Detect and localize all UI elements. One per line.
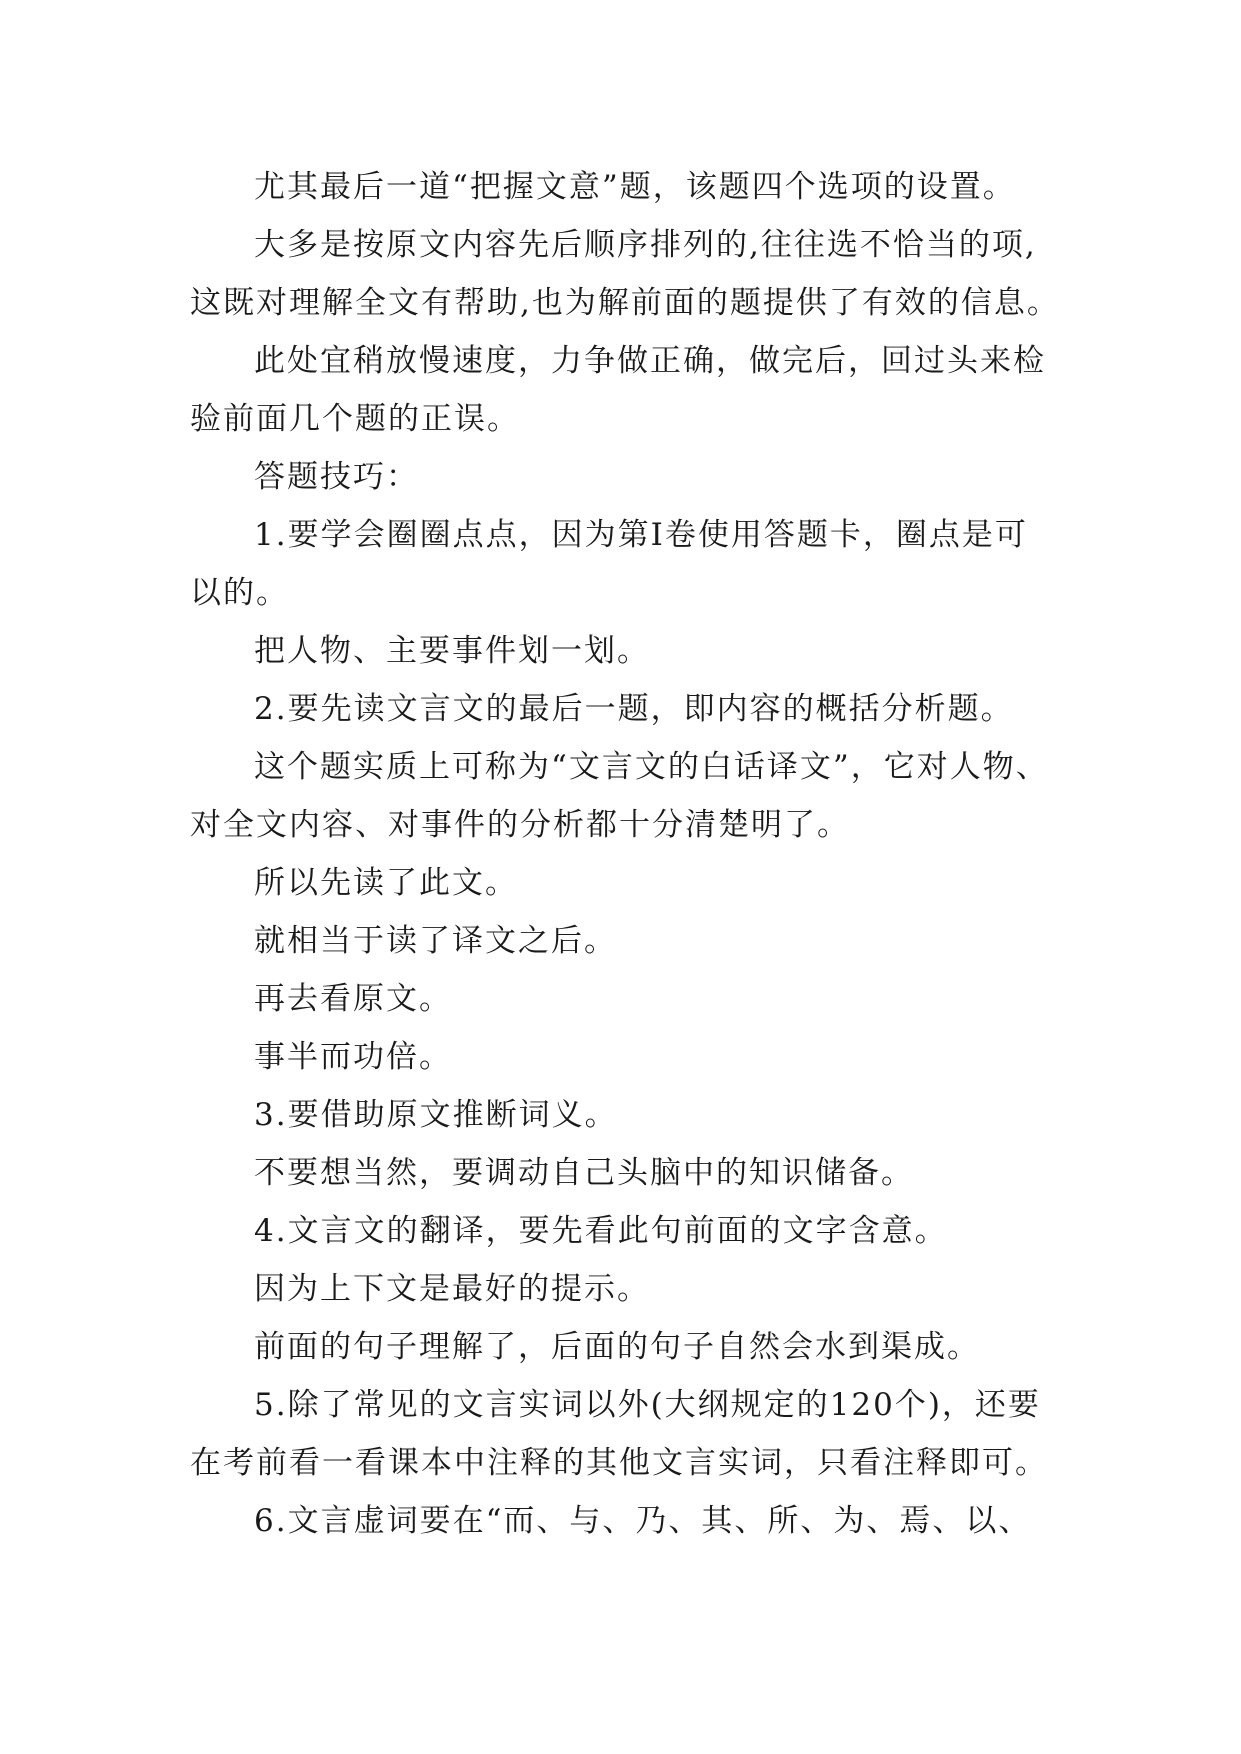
paragraph [190,738,1070,854]
paragraph [190,332,1070,448]
text-line: 把人物、主要事件划一划。 [254,633,650,669]
paragraph [190,1144,1070,1202]
paragraph [190,1028,1070,1086]
paragraph [190,1376,1070,1492]
document-body [190,158,1070,1550]
text-line: 6.文言虚词要在“而、与、乃、其、所、为、焉、以、 [254,1503,1032,1539]
text-line: 以的。 [190,575,289,611]
paragraph-heading [190,448,1070,506]
text-line: 尤其最后一道“把握文意”题，该题四个选项的设置。 [254,169,1016,205]
paragraph [190,1492,1070,1550]
text-line: 1.要学会圈圈点点，因为第Ⅰ卷使用答题卡，圈点是可 [254,517,1028,553]
text-line: 在考前看一看课本中注释的其他文言实词，只看注释即可。 [190,1445,1048,1481]
paragraph [190,622,1070,680]
text-line: 4.文言文的翻译，要先看此句前面的文字含意。 [254,1213,948,1249]
text-line: 此处宜稍放慢速度，力争做正确，做完后，回过头来检 [254,343,1046,379]
paragraph [190,970,1070,1028]
text-line: 答题技巧： [254,459,419,495]
text-line: 这个题实质上可称为“文言文的白话译文”，它对人物、 [254,749,1049,785]
text-line: 3.要借助原文推断词义。 [254,1097,618,1133]
text-line: 2.要先读文言文的最后一题，即内容的概括分析题。 [254,691,1014,727]
paragraph [190,1318,1070,1376]
text-line: 所以先读了此文。 [254,865,518,901]
paragraph [190,854,1070,912]
paragraph [190,506,1070,622]
text-line: 对全文内容、对事件的分析都十分清楚明了。 [190,807,850,843]
text-line: 不要想当然，要调动自己头脑中的知识储备。 [254,1155,914,1191]
paragraph [190,1086,1070,1144]
paragraph [190,1260,1070,1318]
paragraph [190,1202,1070,1260]
text-line: 再去看原文。 [254,981,452,1017]
text-line: 这既对理解全文有帮助,也为解前面的题提供了有效的信息。 [190,285,1060,321]
text-line: 就相当于读了译文之后。 [254,923,617,959]
paragraph [190,158,1070,216]
text-line: 5.除了常见的文言实词以外(大纲规定的120个)，还要 [254,1387,1041,1423]
text-line: 大多是按原文内容先后顺序排列的,往往选不恰当的项, [254,227,1037,263]
text-line: 验前面几个题的正误。 [190,401,520,437]
paragraph [190,680,1070,738]
text-line: 前面的句子理解了，后面的句子自然会水到渠成。 [254,1329,980,1365]
paragraph [190,912,1070,970]
text-line: 因为上下文是最好的提示。 [254,1271,650,1307]
text-line: 事半而功倍。 [254,1039,452,1075]
paragraph [190,216,1070,332]
